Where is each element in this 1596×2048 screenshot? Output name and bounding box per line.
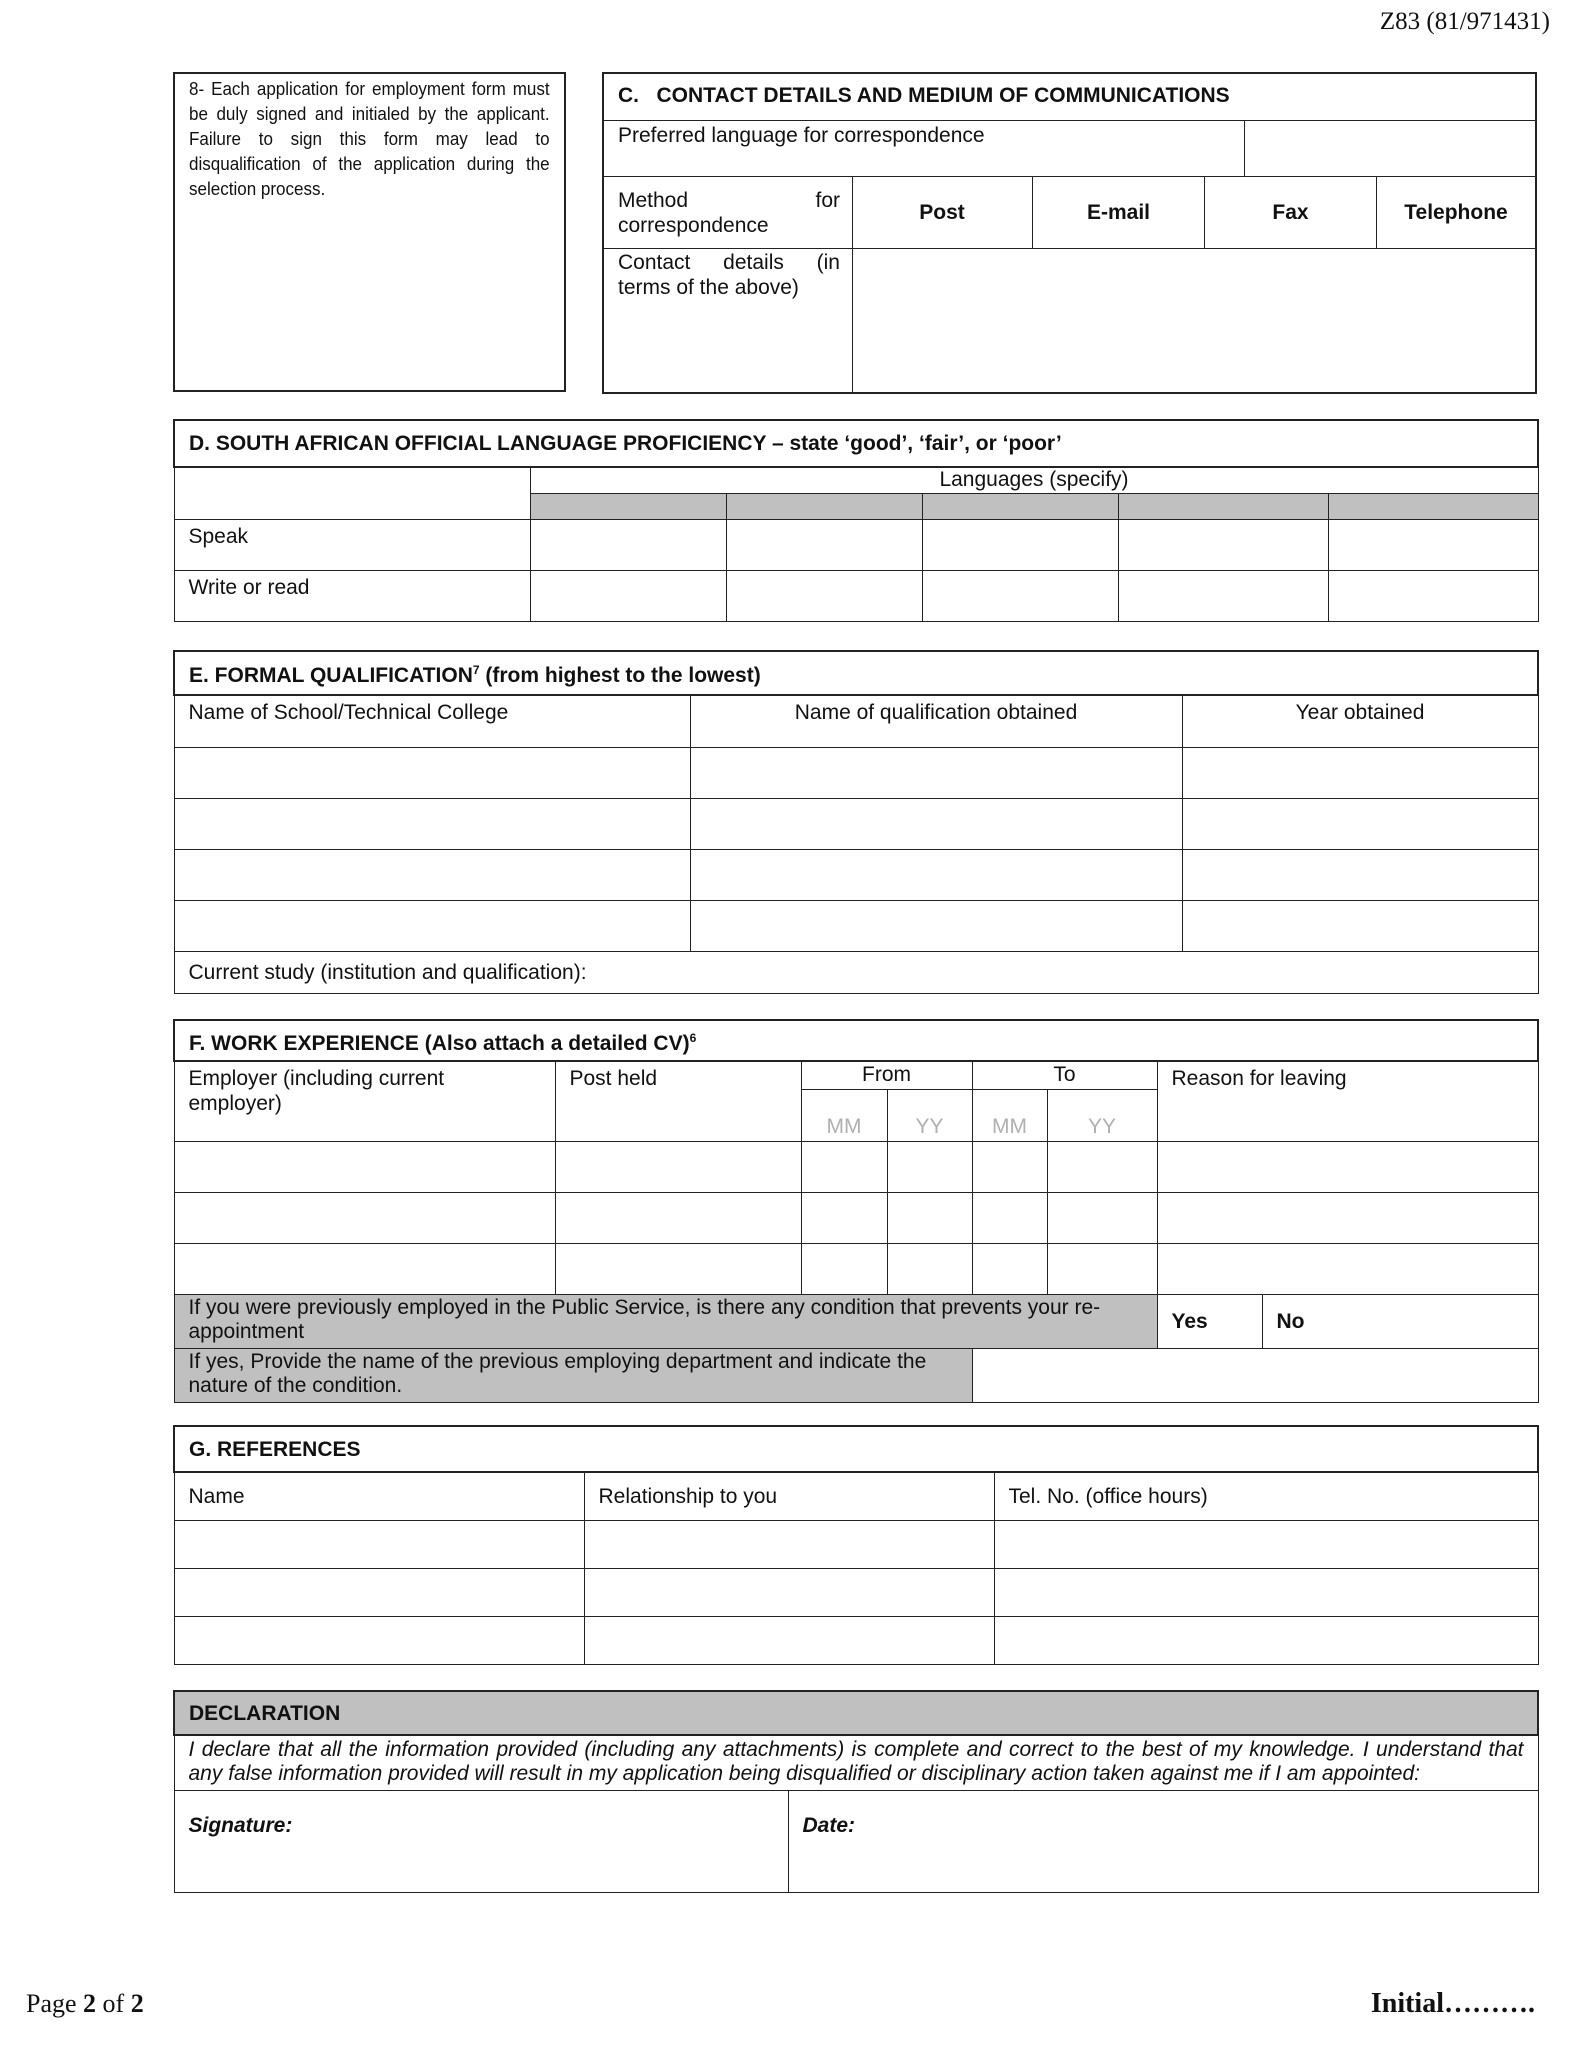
col-name-header: Name (174, 1472, 584, 1520)
qualification-field[interactable] (690, 900, 1182, 951)
col-from-header: From (801, 1061, 972, 1089)
reason-field[interactable] (1157, 1243, 1538, 1294)
school-field[interactable] (174, 747, 690, 798)
speak-1-field[interactable] (530, 519, 726, 570)
yes-option[interactable]: Yes (1157, 1294, 1262, 1348)
if-yes-field[interactable] (972, 1348, 1538, 1402)
from-mm-field[interactable] (801, 1141, 887, 1192)
to-yy-field[interactable] (1047, 1192, 1157, 1243)
preferred-language-label: Preferred language for correspondence (618, 124, 985, 147)
employer-field[interactable] (174, 1192, 555, 1243)
section-c-title: C. CONTACT DETAILS AND MEDIUM OF COMMUNICATIONS (618, 84, 1230, 107)
section-d-title: D. SOUTH AFRICAN OFFICIAL LANGUAGE PROFICIENCY – state ‘good’, ‘fair’, or ‘poor’ (174, 420, 1538, 467)
year-field[interactable] (1182, 900, 1538, 951)
section-g-table (173, 1425, 1539, 1665)
write-3-field[interactable] (922, 570, 1118, 621)
post-field[interactable] (555, 1141, 801, 1192)
write-read-label: Write or read (174, 570, 530, 621)
initial-field[interactable]: Initial………. (1370, 1988, 1535, 2019)
employer-field[interactable] (174, 1141, 555, 1192)
section-f-title: F. WORK EXPERIENCE (Also attach a detailed CV)$^6$ (174, 1020, 1538, 1061)
reference-tel-field[interactable] (994, 1520, 1538, 1568)
language-5-field[interactable] (1328, 493, 1538, 519)
speak-5-field[interactable] (1328, 519, 1538, 570)
reference-name-field[interactable] (174, 1568, 584, 1616)
speak-2-field[interactable] (726, 519, 922, 570)
col-to-header: To (972, 1061, 1157, 1089)
from-yy-label: YY (887, 1089, 972, 1141)
col-reason-header: Reason for leaving (1157, 1061, 1538, 1141)
col-school-header: Name of School/Technical College (174, 695, 690, 747)
no-option[interactable]: No (1262, 1294, 1538, 1348)
from-mm-field[interactable] (801, 1243, 887, 1294)
declaration-text: I declare that all the information provided (including any attachments) is complete and correct to the best of my knowledge. I understand that any false information provided will result in my application being disqualified or disciplinary action taken against me if I am appointed: (174, 1735, 1538, 1791)
section-d-empty-cell (174, 467, 530, 519)
language-3-field[interactable] (922, 493, 1118, 519)
reason-field[interactable] (1157, 1192, 1538, 1243)
school-field[interactable] (174, 849, 690, 900)
page-number: Page 2 of 2 (26, 1989, 144, 2018)
speak-4-field[interactable] (1118, 519, 1328, 570)
col-post-header: Post held (555, 1061, 801, 1141)
section-g-title: G. REFERENCES (174, 1426, 1538, 1472)
reference-name-field[interactable] (174, 1520, 584, 1568)
to-mm-field[interactable] (972, 1141, 1047, 1192)
to-yy-field[interactable] (1047, 1243, 1157, 1294)
reference-tel-field[interactable] (994, 1616, 1538, 1664)
from-yy-field[interactable] (887, 1141, 972, 1192)
reference-name-field[interactable] (174, 1616, 584, 1664)
col-employer-header: Employer (including current employer) (174, 1061, 555, 1141)
reference-relationship-field[interactable] (584, 1520, 994, 1568)
school-field[interactable] (174, 900, 690, 951)
write-1-field[interactable] (530, 570, 726, 621)
option-post[interactable]: Post (919, 201, 965, 224)
employer-field[interactable] (174, 1243, 555, 1294)
reference-relationship-field[interactable] (584, 1616, 994, 1664)
language-4-field[interactable] (1118, 493, 1328, 519)
year-field[interactable] (1182, 747, 1538, 798)
languages-label: Languages (specify) (530, 467, 1538, 493)
note-8-text: 8- Each application for employment form must be duly signed and initialed by the applicant. Failure to sign this form may lead to disqualification of the application during the selection process. (189, 78, 550, 199)
previous-employment-question: If you were previously employed in the Public Service, is there any condition that prevents your re-appointment (174, 1294, 1157, 1348)
form-code: Z83 (81/971431) (1379, 8, 1550, 35)
signature-field[interactable]: Signature: (174, 1791, 788, 1893)
language-1-field[interactable] (530, 493, 726, 519)
to-mm-field[interactable] (972, 1192, 1047, 1243)
col-tel-header: Tel. No. (office hours) (994, 1472, 1538, 1520)
section-e-table (173, 650, 1539, 994)
from-yy-field[interactable] (887, 1192, 972, 1243)
col-qualification-header: Name of qualification obtained (690, 695, 1182, 747)
school-field[interactable] (174, 798, 690, 849)
date-field[interactable]: Date: (788, 1791, 1538, 1893)
from-yy-field[interactable] (887, 1243, 972, 1294)
contact-details-label: Contact details (in terms of the above) (618, 251, 840, 299)
to-mm-label: MM (972, 1089, 1047, 1141)
note-8-box (173, 72, 566, 392)
year-field[interactable] (1182, 849, 1538, 900)
section-c (602, 72, 1537, 394)
speak-label: Speak (174, 519, 530, 570)
write-4-field[interactable] (1118, 570, 1328, 621)
section-d-table (173, 419, 1539, 622)
qualification-field[interactable] (690, 798, 1182, 849)
reason-field[interactable] (1157, 1141, 1538, 1192)
write-5-field[interactable] (1328, 570, 1538, 621)
declaration-table (173, 1690, 1539, 1893)
from-mm-label: MM (801, 1089, 887, 1141)
to-mm-field[interactable] (972, 1243, 1047, 1294)
col-relationship-header: Relationship to you (584, 1472, 994, 1520)
write-2-field[interactable] (726, 570, 922, 621)
language-2-field[interactable] (726, 493, 922, 519)
speak-3-field[interactable] (922, 519, 1118, 570)
col-year-header: Year obtained (1182, 695, 1538, 747)
declaration-title: DECLARATION (174, 1691, 1538, 1735)
method-label: Method for correspondence (618, 189, 840, 237)
to-yy-field[interactable] (1047, 1141, 1157, 1192)
qualification-field[interactable] (690, 747, 1182, 798)
option-email[interactable]: E-mail (1086, 201, 1151, 224)
section-e-title: E. FORMAL QUALIFICATION$^7$ (from highest to the lowest) (174, 651, 1538, 695)
post-field[interactable] (555, 1192, 801, 1243)
preferred-language-field[interactable] (1246, 122, 1534, 174)
if-yes-question: If yes, Provide the name of the previous employing department and indicate the nature of the condition. (174, 1348, 972, 1402)
contact-details-field[interactable] (854, 250, 1534, 390)
option-fax[interactable]: Fax (1272, 201, 1309, 224)
qualification-field[interactable] (690, 849, 1182, 900)
year-field[interactable] (1182, 798, 1538, 849)
reference-relationship-field[interactable] (584, 1568, 994, 1616)
from-mm-field[interactable] (801, 1192, 887, 1243)
post-field[interactable] (555, 1243, 801, 1294)
to-yy-label: YY (1047, 1089, 1157, 1141)
reference-tel-field[interactable] (994, 1568, 1538, 1616)
section-f-table (173, 1019, 1539, 1403)
option-telephone[interactable]: Telephone (1404, 201, 1508, 224)
current-study-field[interactable]: Current study (institution and qualification): (174, 951, 1538, 993)
